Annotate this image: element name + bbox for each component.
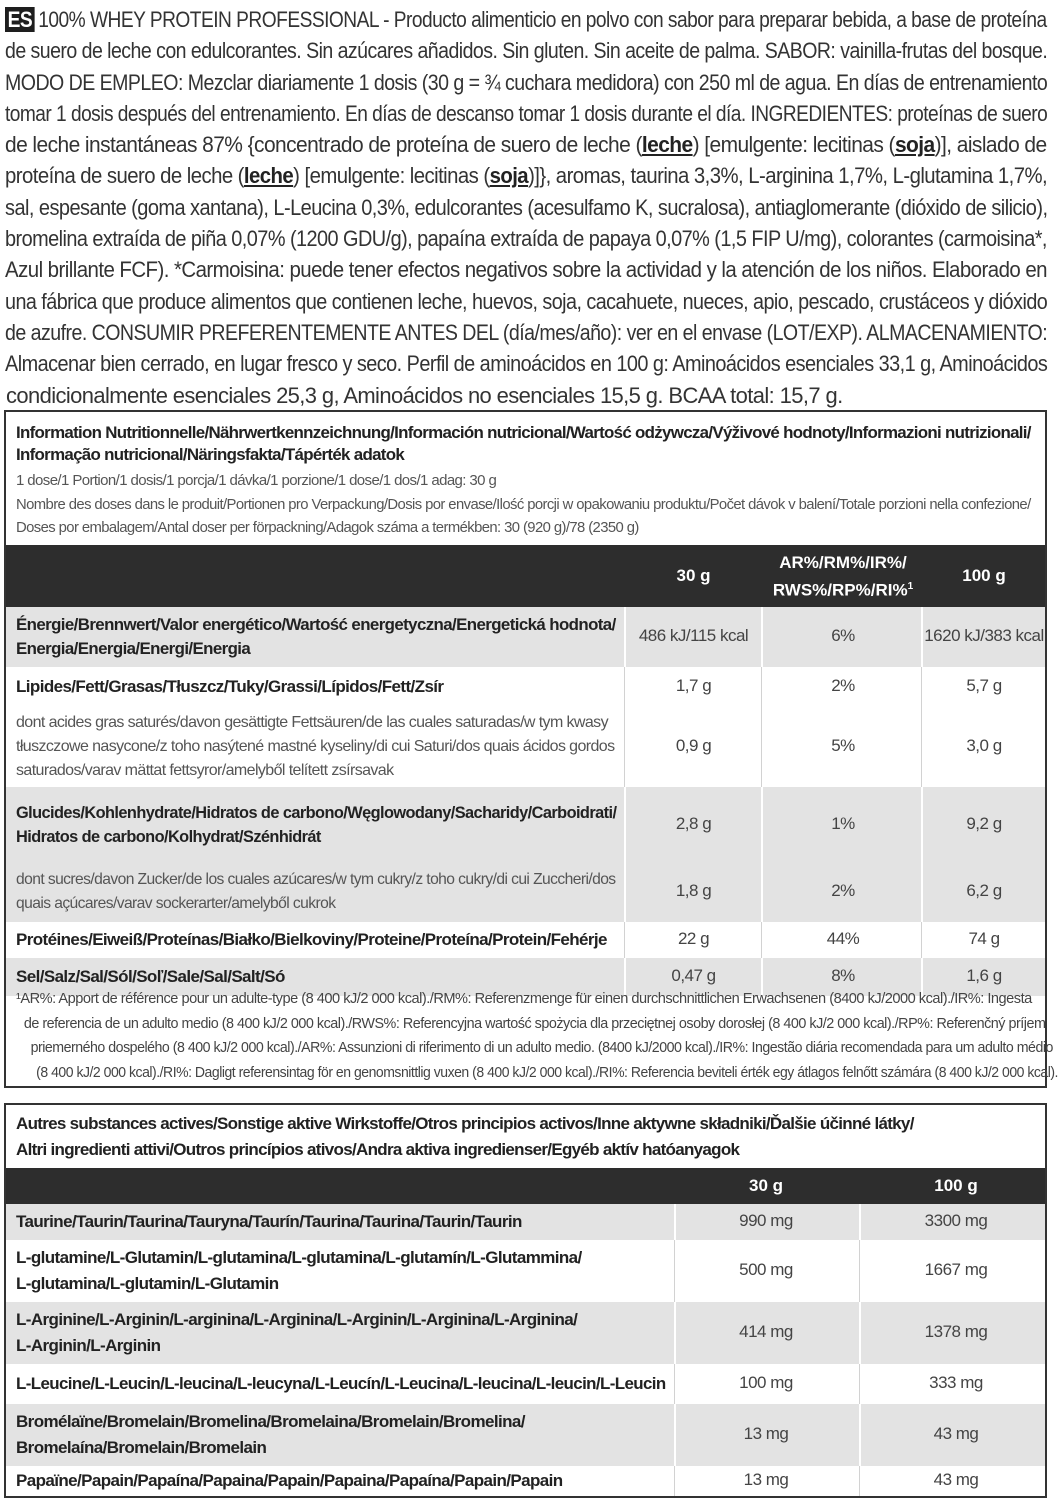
header-30g: 30 g bbox=[676, 566, 711, 585]
other-title: Autres substances actives/Sonstige aktive Wirkstoffe/Otros principios activos/Inne aktywne składniki/Ďalšie účinné látky/ Altri ingredienti attivi/Outros princípios ativos/Andra aktiva ingredienser/Egyéb aktív hatóanyagok bbox=[16, 1114, 914, 1159]
nutrient-value-ri: 2% bbox=[831, 676, 855, 695]
column-divider bbox=[921, 862, 923, 922]
nutrient-value-v100: 1,6 g bbox=[966, 966, 1002, 985]
substance-value-v100: 333 mg bbox=[929, 1373, 983, 1392]
nutrition-header-row bbox=[6, 545, 1045, 607]
nutrition-row bbox=[6, 922, 1045, 958]
nutrient-value-v100: 6,2 g bbox=[966, 881, 1002, 900]
nutrient-label: Protéines/Eiweiß/Proteínas/Białko/Bielkoviny/Proteine/Proteína/Protein/Fehérje bbox=[16, 930, 607, 949]
es-line-7: sal, espesante (goma xantana), L-Leucina 0,3%, edulcorantes (acesulfamo K, sucralosa), antiaglomerante (dióxido de silicio), bbox=[5, 194, 1048, 220]
column-divider bbox=[761, 707, 762, 787]
substance-value-v30: 13 mg bbox=[743, 1424, 789, 1443]
column-divider bbox=[859, 1466, 860, 1496]
column-divider bbox=[859, 1404, 861, 1466]
nutrition-row bbox=[6, 607, 1045, 667]
dose-info: 1 dose/1 Portion/1 dosis/1 porcja/1 dávka/1 porzione/1 dose/1 dos/1 adag: 30 g bbox=[16, 472, 497, 489]
header-ri: AR%/RM%/IR%/ RWS%/RP%/RI%$^1$ bbox=[772, 553, 914, 600]
nutrient-value-ri: 44% bbox=[826, 929, 860, 948]
es-line-4: tomar 1 dosis después del entrenamiento. En días de descanso tomar 1 dosis durante el día. INGREDIENTES: proteínas de suero bbox=[5, 100, 1048, 126]
column-divider bbox=[761, 787, 763, 862]
allergen-soja: soja bbox=[489, 163, 529, 189]
nutrient-label: dont sucres/davon Zucker/de los cuales azúcares/w tym cukry/z toho cukry/di cui Zuccheri/dos quais açúcares/varav sockerarter/amelyből cukrok bbox=[16, 871, 616, 912]
servings-info: Nombre des doses dans le produit/Portionen pro Verpackung/Dosis por envase/Ilość porcji w opakowaniu produktu/Počet dávok v balení/Totale porzioni nella confezione/ Doses por embalagem/Antal doser per förpackning/Adagok száma a termékben: 30 (920 g)/78 (2350 g) bbox=[16, 496, 1031, 536]
column-divider bbox=[674, 1466, 675, 1496]
column-divider bbox=[624, 922, 625, 958]
nutrient-value-ri: 5% bbox=[831, 736, 855, 755]
nutrition-table bbox=[4, 410, 1058, 1088]
nutrient-value-v100: 5,7 g bbox=[966, 676, 1002, 695]
substance-value-v100: 1378 mg bbox=[924, 1322, 988, 1341]
column-divider bbox=[921, 787, 923, 862]
es-line-12: Almacenar bien cerrado, en lugar fresco y seco. Perfil de aminoácidos en 100 g: Aminoácidos esenciales 33,1 g, Aminoácidos bbox=[5, 351, 1048, 377]
substance-value-v100: 1667 mg bbox=[924, 1260, 988, 1279]
nutrient-value-v100: 9,2 g bbox=[966, 814, 1002, 833]
footnote: ¹AR%: Apport de référence pour un adulte-type (8 400 kJ/2 000 kcal)./RM%: Referenzmenge für einen durchschnittlichen Erwachsenen (8400 kJ/2000 kcal)./IR%: Ingesta de referencia de un adulto medio (8 400 kJ/2 000 kcal)./RWS%: Referencyjna wartość spożycia dla przeciętnej osoby dorosłej (8 400 kJ/2 000 kcal)./RP%: Referenčný príjem priemerného dospelého (8 400 kJ/2 000 kcal)./AR%: Assunzioni di riferimento di un adulto medio. (8400 kJ/2000 kcal)./IR%: Ingestão diária recomendada para um adulto médio (8 400 kJ/2 000 kcal)./RI%: Dagligt referensintag för en genomsnittlig vuxen (8 400 kJ/2 000 kcal)./RI%: Referencia beviteli érték egy átlagos felnőtt számára (8 400 kJ/2 000 kcal). bbox=[16, 991, 1058, 1081]
allergen-leche: leche bbox=[243, 163, 294, 189]
substance-value-v30: 500 mg bbox=[739, 1260, 793, 1279]
substance-value-v30: 414 mg bbox=[739, 1322, 793, 1341]
column-divider bbox=[674, 1204, 676, 1240]
substance-value-v30: 990 mg bbox=[739, 1211, 793, 1230]
nutrient-value-v30: 22 g bbox=[677, 929, 710, 948]
column-divider bbox=[624, 607, 626, 667]
column-divider bbox=[761, 667, 762, 707]
substance-value-v100: 3300 mg bbox=[924, 1211, 988, 1230]
es-line-5: de leche instantáneas 87% {concentrado de proteína de suero de leche (leche) [emulgente: lecitinas (soja)], aislado de bbox=[5, 132, 1047, 158]
es-line-8: bromelina extraída de piña 0,07% (1200 GDU/g), papaína extraída de papaya 0,07% (1,5 FIP U/mg), colorantes (carmoisina*, bbox=[5, 226, 1047, 252]
substance-row bbox=[6, 1404, 1045, 1466]
nutrition-row bbox=[6, 707, 1045, 787]
other-header-row bbox=[6, 1168, 1045, 1204]
column-divider bbox=[624, 667, 625, 707]
nutrient-label: Lipides/Fett/Grasas/Tłuszcz/Tuky/Grassi/Lípidos/Fett/Zsír bbox=[16, 677, 444, 696]
nutrition-row bbox=[6, 862, 1045, 922]
substance-label: Papaïne/Papain/Papaína/Papaina/Papain/Papaina/Papaína/Papain/Papain bbox=[16, 1471, 563, 1490]
nutrient-value-v100: 74 g bbox=[968, 929, 1000, 948]
column-divider bbox=[674, 1404, 676, 1466]
nutrient-label: dont acides gras saturés/davon gesättigte Fettsäuren/de las cuales saturadas/w tym kwasy tłuszczowe nasycone/z toho nasýtené mastné kyseliny/di cui Saturi/dos quais ácidos gordos saturados/varav mättat fettsyror/amelyből telített zsírsavak bbox=[16, 714, 615, 779]
nutrient-value-v30: 1,8 g bbox=[675, 881, 712, 900]
other-substances-table bbox=[4, 1103, 1047, 1498]
nutrition-row bbox=[6, 787, 1045, 862]
es-line-10: una fábrica que produce alimentos que contienen leche, huevos, soja, cacahuete, nueces, apio, pescado, crustáceos y dióxido bbox=[5, 288, 1048, 314]
column-divider bbox=[761, 862, 763, 922]
column-divider bbox=[674, 1302, 676, 1364]
other-header-100g: 100 g bbox=[934, 1176, 978, 1195]
column-divider bbox=[761, 922, 762, 958]
nutrition-title: Information Nutritionnelle/Nährwertkennzeichnung/Información nutricional/Wartość odżywcza/Výživové hodnoty/Informazioni nutrizionali/ Informação nutricional/Näringsfakta/Tápérték adatok bbox=[16, 423, 1031, 464]
nutrient-value-v30: 1,7 g bbox=[675, 676, 712, 695]
substance-label: Taurine/Taurin/Taurina/Tauryna/Taurín/Taurina/Taurina/Taurin/Taurin bbox=[16, 1212, 522, 1231]
es-line-3: MODO DE EMPLEO: Mezclar diariamente 1 dosis (30 g = ¾ cuchara medidora) con 250 ml de agua. En días de entrenamiento bbox=[5, 69, 1048, 95]
column-divider bbox=[921, 607, 923, 667]
nutrient-value-ri: 8% bbox=[831, 966, 855, 985]
allergen-soja: soja bbox=[894, 132, 935, 158]
substance-row bbox=[6, 1364, 1045, 1404]
column-divider bbox=[859, 1204, 861, 1240]
substance-label: L-glutamine/L-Glutamin/L-glutamina/L-glutamina/L-glutamín/L-Glutammina/ L-glutamina/L-glutamin/L-Glutamin bbox=[16, 1248, 582, 1293]
nutrition-row bbox=[6, 667, 1045, 707]
nutrient-label: Glucides/Kohlenhydrate/Hidratos de carbono/Węglowodany/Sacharidy/Carboidrati/ Hidratos de carbono/Kolhydrat/Szénhidrát bbox=[16, 803, 617, 846]
nutrient-value-ri: 2% bbox=[831, 881, 855, 900]
nutrient-label: Sel/Salz/Sal/Sól/Soľ/Sale/Sal/Salt/Só bbox=[16, 967, 285, 986]
column-divider bbox=[859, 1240, 860, 1302]
nutrient-value-v30: 0,9 g bbox=[675, 736, 712, 755]
substance-label: Bromélaïne/Bromelain/Bromelina/Bromelaina/Bromelain/Bromelina/ Bromelaína/Bromelain/Bromelain bbox=[16, 1412, 525, 1457]
substance-value-v30: 13 mg bbox=[743, 1470, 789, 1489]
column-divider bbox=[624, 707, 625, 787]
column-divider bbox=[674, 1240, 675, 1302]
es-line-6: proteína de suero de leche (leche) [emulgente: lecitinas (soja)]}, aromas, taurina 3,3%, L-arginina 1,7%, L-glutamina 1,7%, bbox=[5, 163, 1048, 189]
es-line-13: condicionalmente esenciales 25,3 g, Aminoácidos no esenciales 15,5 g. BCAA total: 15,7 g. bbox=[5, 382, 843, 408]
column-divider bbox=[859, 1302, 861, 1364]
nutrient-value-v30: 0,47 g bbox=[671, 966, 716, 985]
column-divider bbox=[921, 922, 922, 958]
column-divider bbox=[859, 1364, 860, 1404]
column-divider bbox=[624, 787, 626, 862]
nutrient-value-v30: 486 kJ/115 kcal bbox=[638, 626, 749, 645]
allergen-leche: leche bbox=[641, 132, 693, 158]
nutrient-value-ri: 6% bbox=[831, 626, 855, 645]
nutrient-value-ri: 1% bbox=[831, 814, 855, 833]
spanish-description bbox=[5, 4, 1047, 411]
nutrient-value-v100: 3,0 g bbox=[966, 736, 1002, 755]
nutrient-value-v100: 1620 kJ/383 kcal bbox=[924, 626, 1044, 645]
es-line-9: Azul brillante FCF). *Carmoisina: puede tener efectos negativos sobre la actividad y la atención de los niños. Elaborado en bbox=[5, 257, 1047, 283]
substance-value-v100: 43 mg bbox=[933, 1470, 979, 1489]
language-tag: ES bbox=[5, 7, 35, 32]
column-divider bbox=[624, 862, 626, 922]
es-line-2: de suero de leche con edulcorantes. Sin azúcares añadidos. Sin gluten. Sin aceite de palma. SABOR: vainilla-frutas del bosque. bbox=[5, 38, 1048, 64]
column-divider bbox=[921, 707, 922, 787]
substance-label: L-Arginine/L-Arginin/L-arginina/L-Arginina/L-Arginin/L-Arginina/L-Arginina/ L-Arginin/L-Arginin bbox=[16, 1310, 578, 1355]
es-line-11: de azufre. CONSUMIR PREFERENTEMENTE ANTES DEL (día/mes/año): ver en el envase (LOT/EXP). ALMACENAMIENTO: bbox=[5, 319, 1048, 345]
substance-row bbox=[6, 1466, 1045, 1496]
substance-row bbox=[6, 1204, 1045, 1240]
column-divider bbox=[674, 1364, 675, 1404]
substance-label: L-Leucine/L-Leucin/L-leucina/L-leucyna/L-Leucín/L-Leucina/L-leucina/L-leucin/L-Leucin bbox=[16, 1374, 666, 1393]
column-divider bbox=[761, 607, 763, 667]
es-line-1: ES 100% WHEY PROTEIN PROFESSIONAL - Producto alimenticio en polvo con sabor para preparar bebida, a base de proteína bbox=[5, 4, 913, 35]
column-divider bbox=[921, 667, 922, 707]
other-header-30g: 30 g bbox=[748, 1176, 784, 1195]
nutrient-label: Énergie/Brennwert/Valor energético/Wartość energetyczna/Energetická hodnota/ Energia/Energia/Energi/Energia bbox=[16, 615, 616, 658]
substance-value-v30: 100 mg bbox=[739, 1373, 793, 1392]
substance-value-v100: 43 mg bbox=[933, 1424, 979, 1443]
nutrient-value-v30: 2,8 g bbox=[675, 814, 712, 833]
header-100g: 100 g bbox=[962, 566, 1006, 585]
substance-row bbox=[6, 1302, 1045, 1364]
substance-row bbox=[6, 1240, 1045, 1302]
